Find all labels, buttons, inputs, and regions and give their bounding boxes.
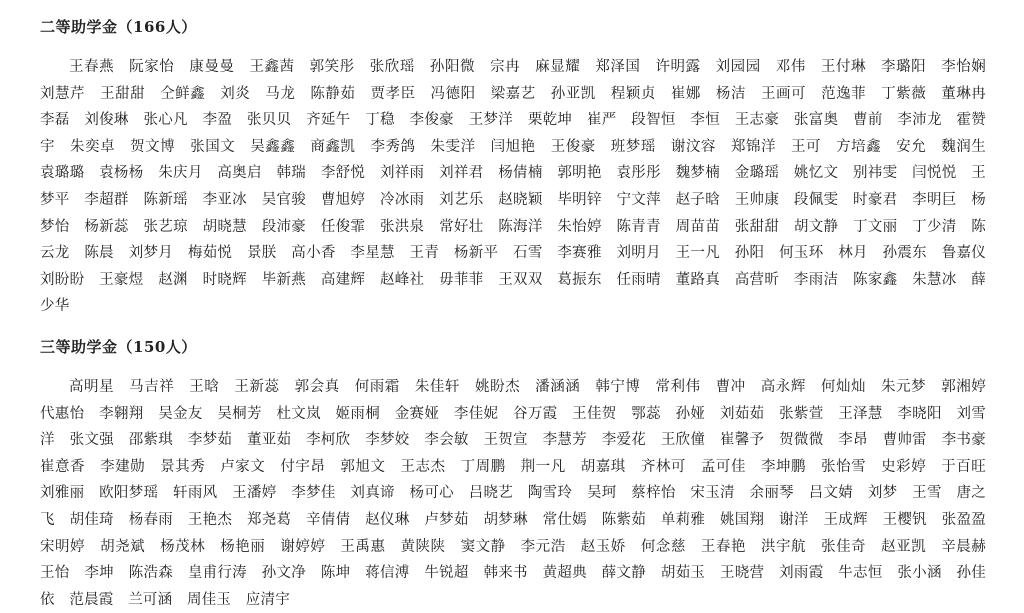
name-list: 高明星 马吉祥 王晗 王新蕊 郭会真 何雨霜 朱佳轩 姚盼杰 潘涵涵 韩宁博 常利伟 曹冲 高永辉 何灿灿 朱元梦 郭湘婷 代惠怡 李翱翔 吴金友 吴桐芳 杜文岚 姬雨桐 金赛娅 李佳妮 谷万霞 王佳贺 鄂蕊 孙娅 刘茹茹 张紫萱 王泽慧 李晓阳 刘雪洋 张文强 邵紫琪 李梦茹 董亚茹 李柯欣 李梦姣 李会敏 王贺宣 李慧芳 李爱花 王欣僮 崔馨予 贺微微 李昂 曹帅雷 李书豪 崔意香 李建勋 景其秀 卢家文 付宇昂 郭旭文 王志杰 丁周鹏 荆一凡 胡嘉琪 齐林可 孟可佳 李坤鹏 张怡雪 史彩婷 于百旺 刘雅丽 欧阳梦瑶 轩雨风 王潘婷 李梦佳 刘真谛 杨可心 吕晓艺 陶雪玲 吴珂 蔡梓怡 宋玉清 余丽琴 吕文婧 刘梦 王雪 唐之飞 胡佳琦 杨春雨 王艳杰 郑尧葛 辛倩倩 赵仪琳 卢梦茹 胡梦琳 常仕嫣 陈紫茹 单莉雅 姚国翔 谢洋 王成辉 王樱钒 张盈盈 宋明婷 胡尧斌 杨茂林 杨艳丽 谢婷婷 王禹惠 黄陕陕 窦文静 李元浩 赵玉娇 何念慈 王春艳 洪宇航 张佳奇 赵亚凯 辛晨赫 王怡 李坤 陈浩森 皇甫行涛 孙文净 陈坤 蒋信溥 牛锐超 韩来书 黄超典 薛文静 胡茹玉 王晓营 刘雨霞 牛志恒 张小涵 孙佳依 范晨霞 兰可涵 周佳玉 应清宇 <box>40 378 1001 608</box>
third-class-grant-section <box>40 334 1001 613</box>
section-heading: 二等助学金（166人） <box>40 18 197 36</box>
second-class-grant-section <box>40 14 1001 320</box>
section-heading: 三等助学金（150人） <box>40 337 197 356</box>
name-list: 王春燕 阮家怡 康曼曼 王鑫茜 郭笑彤 张欣瑶 孙阳微 宗冉 麻显耀 郑泽国 许明露 刘园园 邓伟 王付琳 李璐阳 李怡娴 刘慧芹 王甜甜 仝鲜鑫 刘炎 马龙 陈静茹 贾孝臣 冯德阳 梁嘉艺 孙亚凯 程颖贞 崔娜 杨洁 王画可 范逸菲 丁紫薇 董琳冉 李磊 刘俊琳 张心凡 李盈 张贝贝 齐延午 丁稳 李俊豪 王梦洋 栗乾坤 崔严 段智恒 李恒 王志豪 张富奥 曹前 李沛龙 霍赞宇 朱奕卓 贺文博 张国文 吴鑫鑫 商鑫凯 李秀鸽 朱雯洋 闫旭艳 王俊豪 班梦瑶 谢汶容 郑锦洋 王可 方培鑫 安允 魏润生 袁璐璐 袁杨杨 朱庆月 高奥启 韩瑞 李舒悦 刘祥雨 刘祥君 杨倩楠 郭明艳 袁彤彤 魏梦楠 金璐瑶 姚忆文 别祎雯 闫悦悦 王梦平 李超群 陈新瑶 李亚冰 吴官骏 曹旭婷 冷冰雨 刘艺乐 赵晓颖 毕明锌 宁文萍 赵子晗 王帅康 段佩雯 时豪君 李明巨 杨梦怡 杨新蕊 张艺琼 胡晓慧 段沛豪 任俊霏 张洪泉 常好壮 陈海洋 朱怡婷 陈青青 周苗苗 张甜甜 胡文静 丁文丽 丁少清 陈云龙 陈晨 刘梦月 梅茹悦 景朕 高小香 李星慧 王青 杨新平 石雪 李赛雅 刘明月 王一凡 孙阳 何玉环 林月 孙震东 鲁嘉仪 刘盼盼 王豪煜 赵渊 时晓辉 毕新燕 高建辉 赵峰社 毋菲菲 王双双 葛振东 任雨晴 董路真 高营昕 李雨洁 陈家鑫 朱慧冰 薛少华 <box>40 59 1001 315</box>
document <box>40 12 1001 613</box>
